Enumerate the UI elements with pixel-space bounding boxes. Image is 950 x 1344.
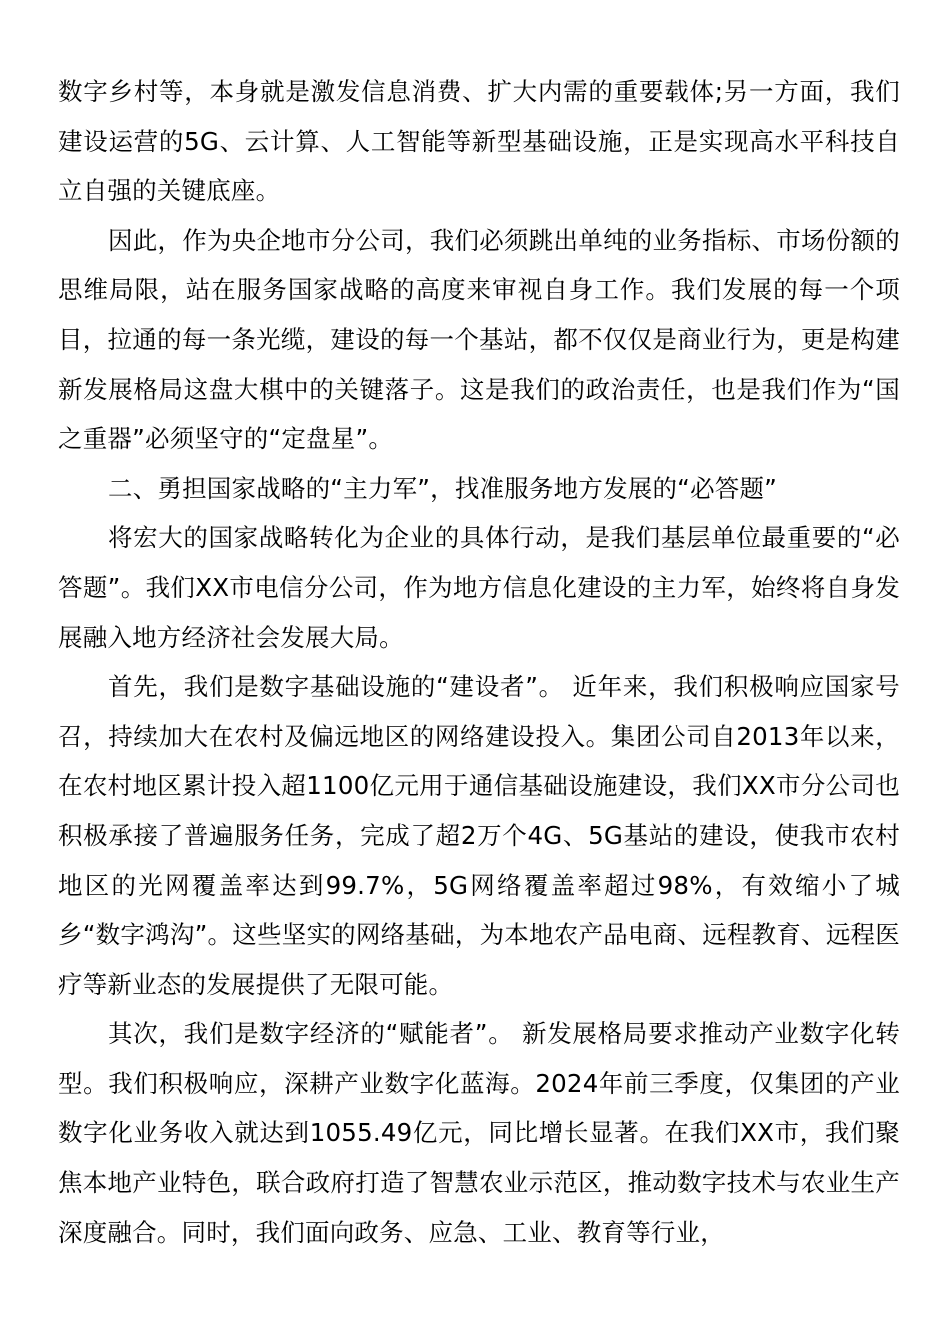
section-heading: 二、勇担国家战略的“主力军”，找准服务地方发展的“必答题” bbox=[108, 473, 778, 503]
paragraph-1: 数字乡村等，本身就是激发信息消费、扩大内需的重要载体;另一方面，我们建设运营的5G、云计算、人工智能等新型基础设施，正是实现高水平科技自立自强的关键底座。 bbox=[58, 77, 900, 206]
paragraph-2: 因此，作为央企地市分公司，我们必须跳出单纯的业务指标、市场份额的思维局限，站在服务国家战略的高度来审视自身工作。我们发展的每一个项目，拉通的每一条光缆，建设的每一个基站，都不仅仅是商业行为，更是构建新发展格局这盘大棋中的关键落子。这是我们的政治责任，也是我们作为“国之重器”必须坚守的“定盘星”。 bbox=[58, 225, 900, 454]
paragraph-3: 将宏大的国家战略转化为企业的具体行动，是我们基层单位最重要的“必答题”。我们XX市电信分公司，作为地方信息化建设的主力军，始终将自身发展融入地方经济社会发展大局。 bbox=[58, 523, 900, 652]
paragraph-5: 其次，我们是数字经济的“赋能者”。 新发展格局要求推动产业数字化转型。我们积极响应，深耕产业数字化蓝海。2024年前三季度，仅集团的产业数字化业务收入就达到1055.49亿元，同比增长显著。在我们XX市，我们聚焦本地产业特色，联合政府打造了智慧农业示范区，推动数字技术与农业生产深度融合。同时，我们面向政务、应急、工业、教育等行业， bbox=[58, 1019, 900, 1247]
paragraph-4: 首先，我们是数字基础设施的“建设者”。 近年来，我们积极响应国家号召，持续加大在农村及偏远地区的网络建设投入。集团公司自2013年以来，在农村地区累计投入超1100亿元用于通信基础设施建设，我们XX市分公司也积极承接了普遍服务任务，完成了超2万个4G、5G基站的建设，使我市农村地区的光网覆盖率达到99.7%，5G网络覆盖率超过98%，有效缩小了城乡“数字鸿沟”。这些坚实的网络基础，为本地农产品电商、远程教育、远程医疗等新业态的发展提供了无限可能。 bbox=[58, 672, 900, 999]
